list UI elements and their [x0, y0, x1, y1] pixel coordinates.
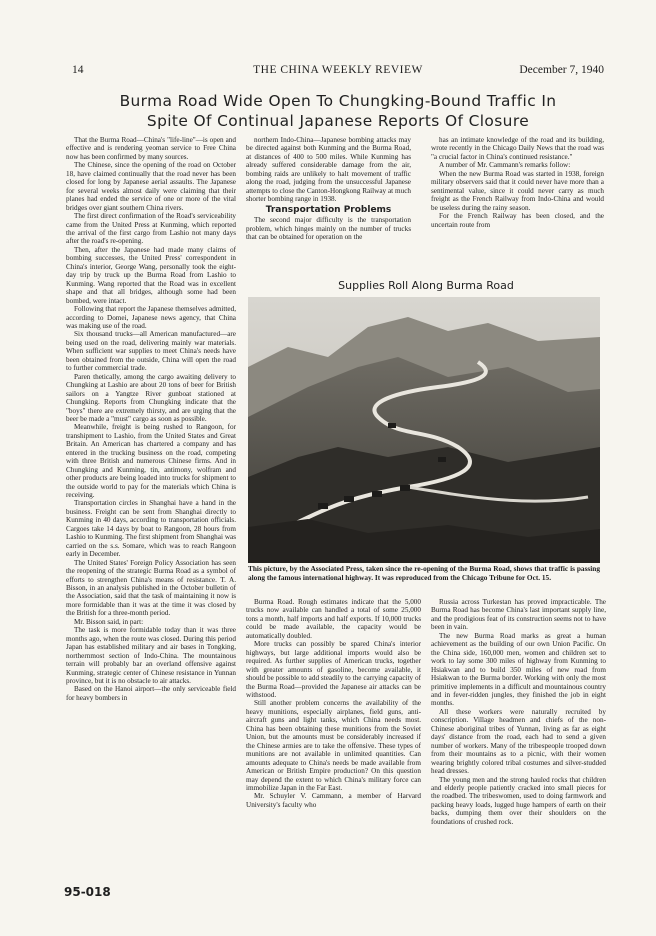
paragraph: The young men and the strong hauled rocks that children and elderly people patiently cracked into small pieces for the roadbed. The tribeswomen, used to doing farmwork and packing heavy loads, lugged huge hampers of earth on their backs, dumping them over their shoulders on the foundations of crushed rock.: [431, 775, 606, 826]
paragraph: When the new Burma Road was started in 1938, foreign military observers said that it could never have more than a sentimental value, since it could never carry as much freight as the French Railway from Indo-China and would be useless during the rainy season.: [431, 169, 604, 212]
article-headline: [60, 91, 616, 131]
photo-caption: This picture, by the Associated Press, taken since the re-opening of the Burma Road, shows that traffic is passing along the famous international highway. It was reproduced from the Chicago Tribune for Oct. 15.: [248, 564, 600, 582]
paragraph: More trucks can possibly be spared China's interior highways, but large additional imports would also be required. As further supplies of American trucks, together with greater amounts of gasoline, become available, it should be possible to add steadily to the carrying capacity of the Burma Road—provided the Japanese air attacks can be withstood.: [246, 640, 421, 699]
paragraph: Burma Road. Rough estimates indicate that the 5,000 trucks now available can handled a total of some 25,000 tons a month, half imports and half exports. If 10,000 trucks could be made available, the capacity would be automatically doubled.: [246, 598, 421, 640]
paragraph: The United States' Foreign Policy Association has seen the reopening of the strategic Burma Road as a symbol of efforts to strengthen China's means of resistance. T. A. Bisson, in an analysis published in the October bulletin of the Association, said that the task of maintaining it now is more formidable than it was at the time it was closed by the British for a three-month period.: [66, 558, 236, 618]
paragraph: Meanwhile, freight is being rushed to Rangoon, for transhipment to Lashio, from the United States and Great Britain. An American has chartered a company and has entered in the trucking business on the road, competing with three British and numerous Chinese firms. And in Chungking and Kunming, tin, antimony, wolfram and other products are being loaded into trucks for shipment to the outside world to pay for the materials which China is receiving.: [66, 423, 236, 500]
burma-road-photo: [248, 297, 600, 563]
column-2-bottom: [246, 598, 421, 898]
paragraph: Russia across Turkestan has proved impracticable. The Burma Road has become China's last important supply line, and the prodigious feat of its construction seems not to have been in vain.: [431, 598, 606, 632]
paragraph: Following that report the Japanese themselves admitted, according to Domei, Japanese news agency, that China was making use of the road.: [66, 305, 236, 330]
paragraph: The Chinese, since the opening of the road on October 18, have claimed continually that the road never has been closed for long by Japanese aerial assaults. The Japanese for several weeks almost daily were claiming that their planes had ended the service of one or more of the vital bridges over giant southern China rivers.: [66, 161, 236, 212]
paragraph: The task is more formidable today than it was three months ago, when the route was closed. During this period Japan has established military and air bases in Tongking, northernmost section of Indo-China. The mountainous terrain will probably bar an overland offensive against Kunming, strategic center of Chinese resistance in Yunnan province, but it is no obstacle to air attacks.: [66, 626, 236, 685]
column-2-top: [246, 136, 411, 271]
paragraph: The first direct confirmation of the Road's serviceability came from the United Press at Kunming, which reported the arrival of the first cargo from Lashio not many days after the road's re-opening.: [66, 212, 236, 246]
document-code: 95-018: [64, 885, 111, 899]
paragraph: The second major difficulty is the transportation problem, which hinges mainly on the number of trucks that can be obtained for operation on the: [246, 216, 411, 241]
paragraph: Then, after the Japanese had made many claims of bombing successes, the United Press' correspondent in China's interior, George Wang, personally took the eight-day trip by truck up the Burma Road from Lashio to Kunming. Wang reported that the Road was in excellent shape and that all bridges, although some had been bombed, were intact.: [66, 245, 236, 305]
paragraph: Six thousand trucks—all American manufactured—are being used on the road, delivering mainly war materials. When sufficient war supplies to meet China's needs have been obtained from the outside, China will open the road to further commercial trade.: [66, 330, 236, 373]
paragraph: The new Burma Road marks as great a human achievement as the building of our own Union Pacific. On the China side, 160,000 men, women and children set to work to lay some 300 miles of highway from Kunming to Hsiakwan and to build 350 miles of new road from Hsiakwan to the Burma border. Working with only the most primitive implements in a difficult and mountainous country and in fever-ridden jungles, they finished the job in eight months.: [431, 631, 606, 708]
column-3-bottom: [431, 598, 606, 898]
page-number: 14: [72, 64, 84, 76]
column-3-top: [431, 136, 604, 271]
paragraph: That the Burma Road—China's "life-line"—is open and effective and is rendering yeoman service to Free China now has been confirmed by many sources.: [66, 136, 236, 161]
column-1: [66, 136, 236, 878]
section-heading-transportation: Transportation Problems: [265, 204, 392, 215]
running-header: [72, 64, 604, 80]
photo-title: Supplies Roll Along Burma Road: [338, 279, 514, 292]
paragraph: Transportation circles in Shanghai have a hand in the business. Freight can be sent from Shanghai directly to Kunming in 40 days, according to transportation officials. Cargoes take 14 days by boat to Rangoon, 28 hours from Lashio to Kunming. The first shipment from Shanghai was carried on the s.s. Somare, which was to reach Rangoon early in December.: [66, 499, 236, 559]
headline-line-1: Burma Road Wide Open To Chungking-Bound Traffic In: [119, 92, 557, 110]
paragraph: Paren thetically, among the cargo awaiting delivery to Chungking at Lashio are about 20 tons of beer for British sailors on a Yangtze River gunboat stationed at Chungking. Reports from Chungking indicate that the "boys" there are extremely thirsty, and are urging that the beer be made a "must" cargo as soon as possible.: [66, 372, 236, 423]
paragraph: has an intimate knowledge of the road and its building, wrote recently in the Chicago Daily News that the road was "a crucial factor in China's continued resistance.": [431, 136, 604, 161]
paragraph: Based on the Hanoi airport—the only serviceable field for heavy bombers in: [66, 685, 236, 702]
paragraph: A number of Mr. Cammann's remarks follow:: [439, 161, 571, 170]
headline-line-2: Spite Of Continual Japanese Reports Of Closure: [146, 112, 530, 130]
publication-title: THE CHINA WEEKLY REVIEW: [253, 64, 423, 76]
paragraph: northern Indo-China—Japanese bombing attacks may be directed against both Kunming and the Burma Road, at distances of 400 to 500 miles. While Kunming has already suffered considerable damage from the air, bombing raids are unlikely to halt movement of traffic along the road, judging from the unsuccessful Japanese attempts to close the Canton-Hongkong Railway at much shorter bombing range in 1938.: [246, 136, 411, 204]
paragraph: Mr. Schuyler V. Cammann, a member of Harvard University's faculty who: [246, 792, 421, 809]
issue-date: December 7, 1940: [519, 64, 604, 76]
paragraph: For the French Railway has been closed, and the uncertain route from: [431, 212, 604, 229]
paragraph: All these workers were naturally recruited by conscription. Village headmen and chiefs of the non-Chinese aboriginal tribes of Yunnan, living as far as eight days' distance from the road, each had to send a given number of workers. Many of the tribespeople trooped down from their mountains as to a picnic, with their women wearing brightly colored tribal costumes and silver-studded head dresses.: [431, 707, 606, 776]
paragraph: Still another problem concerns the availability of the heavy munitions, especially airplanes, field guns, anti-aircraft guns and light tanks, which China needs most. China has been obtaining these munitions from the Soviet Union, but the amounts must be considerably increased if the Chinese armies are to take the offensive. These types of munitions are not available in unlimited quantities. Can amounts adequate to China's needs be made available from American or British Empire production? On this question may depend the extent to which China's military force can immobilize Japan in the Far East.: [246, 699, 421, 792]
paragraph: Mr. Bisson said, in part:: [74, 617, 144, 626]
